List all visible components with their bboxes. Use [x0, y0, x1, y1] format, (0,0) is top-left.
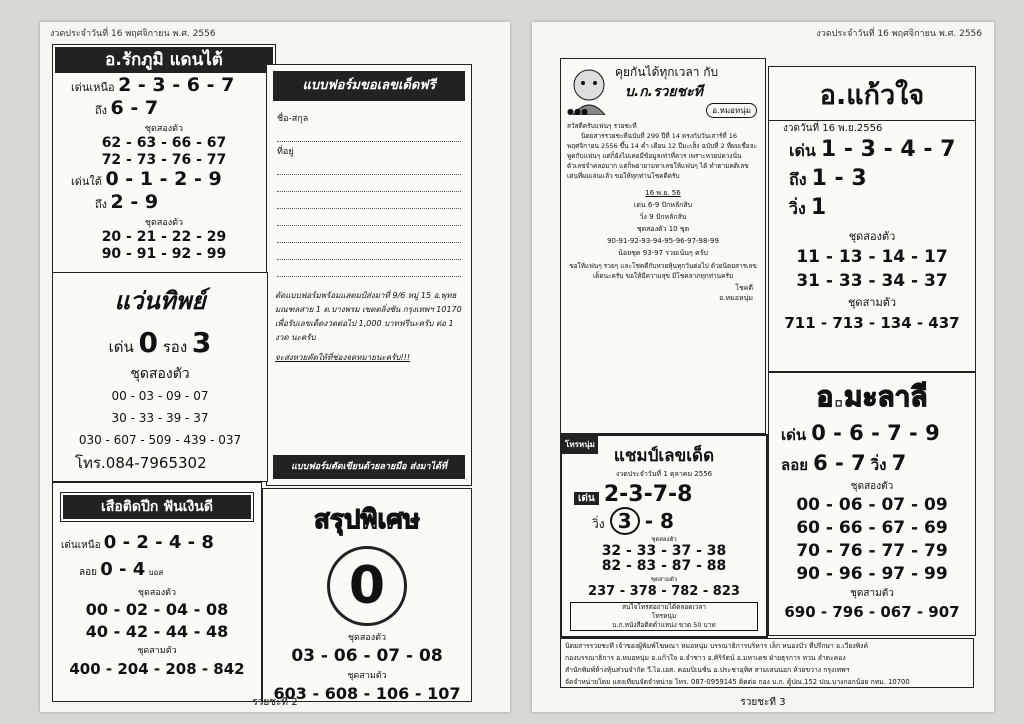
form-banner: แบบฟอร์มตัดเขียนด้วยลายมือ ส่งมาได้ที่: [273, 455, 465, 479]
talk-line: ชุดสองตัว 10 ชุด: [636, 225, 690, 233]
kaewjai-set3-label: ชุดสามตัว: [847, 296, 897, 309]
summary-set3-row: 603 - 608 - 106 - 107: [273, 684, 461, 703]
suea-set3-label: ชุดสามตัว: [137, 646, 177, 656]
kaewjai-box: [768, 66, 976, 372]
talk-header: [561, 59, 765, 121]
malalee-row: 70 - 76 - 77 - 79: [796, 541, 948, 561]
rakpoom-line1: เด่นเหนือ 2 - 3 - 6 - 7: [71, 74, 235, 96]
wanthip-set3-row: 030 - 607 - 509 - 439 - 037: [78, 433, 242, 447]
champ-set3-row: 237 - 378 - 782 - 823: [588, 584, 740, 599]
talk-box: [560, 58, 766, 434]
kaewjai-row: 31 - 33 - 34 - 37: [796, 271, 948, 291]
rakpoom-set2b-row: 20 - 21 - 22 - 29: [101, 229, 227, 245]
talk-closing: ขอให้แฟนๆ รวยๆ และโชคดีกับหวยหุ้นทุกวันต่อไป ด้วยนิตยสารเลขเด็ดนะครับ ขอให้มีความสุข มีโชคลาภทุกท่านครับ: [569, 262, 757, 280]
wanthip-lead: เด่น 0 รอง 3: [108, 326, 212, 359]
summary-digit: 0: [348, 556, 386, 616]
form-title: แบบฟอร์มขอเลขเด็ดฟรี: [273, 71, 465, 101]
kaewjai-lead: เด่น 1 - 3 - 4 - 7: [789, 137, 956, 162]
malalee-row: 60 - 66 - 67 - 69: [796, 518, 948, 538]
talk-title-2: บ.ก.รวยชะที: [625, 84, 703, 100]
suea-set2-label: ชุดสองตัว: [137, 588, 177, 598]
kaewjai-date: งวดวันที่ 16 พ.ย.2556: [769, 120, 975, 136]
champ-footer: สนใจโทรต่อถามได้ตลอดเวลา โทรหนุ่ม บ.ก.หนังสือติดตำแหน่ง ขาด 50 บาท: [570, 602, 758, 631]
talk-badge: อ.หมอหนุ่ม: [706, 103, 757, 118]
summary-set2-label: ชุดสองตัว: [347, 633, 387, 643]
champ-corner: โทรหนุ่ม: [562, 436, 598, 454]
kaewjai-reach: ถึง 1 - 3: [789, 166, 867, 191]
summary-set3-label: ชุดสามตัว: [347, 671, 387, 681]
suea-box: [52, 482, 262, 702]
credits-line: กองบรรณาธิการ อ.หมอหนุ่ม อ.แก้วใจ อ.จำชาว อ.ศิริรัตน์ อ.มหาเดช ฝ่ายธุรการ ทวน ลำตะคอง: [565, 654, 846, 662]
credits-line: สำนักพิมพ์ห้างหุ้นส่วนจำกัด วี.ไอ.เอส. คอมบิเนชั่น อ.ประชาอุทิศ สามเสนนอก ห้วยขวาง กรุงเทพฯ: [565, 666, 850, 674]
malalee-float: ลอย 6 - 7 วิ่ง 7: [781, 451, 907, 475]
right-page: [532, 22, 994, 712]
suea-title: เสือติดปีก ฟันเงินดี: [61, 493, 253, 521]
talk-line: วิ่ง 9 ปักหลักสิบ: [639, 213, 687, 221]
rakpoom-line4: ถึง 2 - 9: [95, 191, 159, 213]
talk-sign: อ.หมอหนุ่ม: [719, 294, 753, 302]
malalee-set3-label: ชุดสามตัว: [850, 588, 894, 599]
right-page-footer: รวยชะที 3: [740, 697, 786, 708]
rakpoom-set2b-row: 90 - 91 - 92 - 99: [101, 246, 227, 262]
suea-set3-row: 400 - 204 - 208 - 842: [69, 660, 245, 678]
summary-digit-circle: [327, 546, 407, 626]
kaewjai-set2-label: ชุดสองตัว: [848, 230, 896, 243]
talk-line: 90-91-92-93-94-95-96-97-98-99: [607, 237, 719, 245]
champ-date: งวดประจำวันที่ 1 ตุลาคม 2556: [615, 470, 713, 478]
rakpoom-line2: ถึง 6 - 7: [95, 97, 159, 119]
wanthip-phone: โทร.084-7965302: [75, 454, 207, 472]
suea-row: 00 - 02 - 04 - 08: [85, 600, 229, 619]
malalee-set2-label: ชุดสองตัว: [850, 481, 894, 492]
left-page-footer: รวยชะที 2: [252, 697, 298, 708]
suea-line2: ลอย 0 - 4 บอส: [79, 559, 164, 580]
left-page: [40, 22, 510, 712]
talk-dots-icon: ●●●: [567, 107, 588, 116]
summary-box: [262, 488, 472, 702]
summary-set2-row: 03 - 06 - 07 - 08: [291, 646, 443, 666]
left-page-header: งวดประจำวันที่ 16 พฤศจิกายน พ.ศ. 2556: [50, 29, 216, 39]
champ-title: แชมป์เลขเด็ด: [613, 446, 715, 466]
talk-body: นิตยสารรวยชะทีฉบับที่ 299 ปีที่ 14 ตรงกับวันเสาร์ที่ 16 พฤศจิกายน 2556 ขึ้น 14 ค่ำ เดือน 12 ปีมะเส็ง ฉบับที่ 2 ที่ผมเชื่อจะพูดกับแฟนๆ แต่ก็ยังไม่เคยมีข้อมูลเท่าที่ควร เพราะหวยบ่ดวงนั่นตัวเลขจำคลอมาก แต่ก็พยายามหาเลขให้แฟนๆ ได้ ทำตามคติเลขเด่นที่ผมเล่นแล้ว ขอให้ทุกท่านโชคดีครับ: [567, 132, 757, 180]
malalee-title: อ.มะลาลี: [816, 380, 928, 413]
kaewjai-row: 11 - 13 - 14 - 17: [796, 247, 948, 267]
malalee-lead: เด่น 0 - 6 - 7 - 9: [781, 421, 940, 445]
wanthip-box: [52, 272, 268, 482]
champ-set2-label: ชุดสองตัว: [651, 536, 677, 543]
talk-line: น้อยชุด 93-97 รวยเน้นๆ ครับ: [618, 249, 708, 257]
form-box: [266, 64, 472, 486]
talk-greeting: สวัสดีครับแฟนๆ รวยชะที: [567, 122, 637, 130]
form-body: ตัดแบบฟอร์มพร้อมแสตมป์ส่งมาที่ 9/6 หมู่ 15 อ.พุทธมณฑลสาย 1 ต.บางพรม เขตตลิ่งชัน กรุงเทพฯ 10170 เพื่อรับเลขเด็ดงวดต่อไป 1,000 บาทฟรีนะครับ ต่อ 1 งวด นะครับ: [275, 291, 462, 342]
wanthip-set2-label: ชุดสองตัว: [130, 366, 190, 382]
wanthip-row: 30 - 33 - 39 - 37: [111, 411, 209, 425]
champ-box: [560, 434, 768, 638]
champ-set3-label: ชุดสามตัว: [650, 576, 678, 583]
form-address-row: ที่อยู่: [277, 144, 461, 175]
rakpoom-title: อ.รักภูมิ แดนไต้: [55, 47, 273, 73]
kaewjai-run: วิ่ง 1: [789, 195, 827, 220]
form-name-row: ชื่อ-สกุล: [277, 111, 461, 142]
suea-row: 40 - 42 - 44 - 48: [85, 622, 229, 641]
talk-date: 16 พ.ย. 56: [645, 189, 681, 197]
champ-run: วิ่ง 3 - 8: [592, 509, 674, 533]
talk-title-1: คุยกันได้ทุกเวลา กับ: [615, 65, 719, 79]
champ-lead: เด่น 2-3-7-8: [562, 482, 766, 507]
kaewjai-set3-row: 711 - 713 - 134 - 437: [784, 314, 960, 332]
rakpoom-line3: เด่นใต้ 0 - 1 - 2 - 9: [71, 168, 222, 190]
rakpoom-set2-row: 62 - 63 - 66 - 67: [101, 135, 227, 151]
form-link[interactable]: จะส่งหวยคัดให้ที่ช่องจดหมายนะครับ!!!: [275, 353, 411, 362]
rakpoom-set2-row: 72 - 73 - 76 - 77: [101, 152, 227, 168]
rakpoom-set2b-label: ชุดสองตัว: [144, 218, 184, 228]
malalee-row: 00 - 06 - 07 - 09: [796, 495, 948, 515]
malalee-set3-row: 690 - 796 - 067 - 907: [784, 603, 960, 621]
kaewjai-title: อ.แก้วใจ: [819, 80, 925, 111]
wanthip-row: 00 - 03 - 09 - 07: [111, 389, 209, 403]
credits-line: นิตยสารรวยชะที เจ้าของผู้พิมพ์โฆษณา หมอหนุ่ม บรรณาธิการบริหาร เล็ก หนองบัว ที่ปรึกษา อ.เวียงพิงค์: [565, 642, 869, 650]
credits-box: [560, 638, 974, 688]
talk-line: เด่น 6-9 ปักหลักสิบ: [633, 201, 693, 209]
right-page-header: งวดประจำวันที่ 16 พฤศจิกายน พ.ศ. 2556: [816, 29, 982, 39]
credits-line: จัดจำหน่ายโดย แสงเทียนจัดจำหน่าย โทร. 087-0959145 ติดต่อ กอง บ.ก. ตู้ปณ.152 ปณ.บางกอกน้อย กทม. 10700: [565, 678, 910, 686]
malalee-row: 90 - 96 - 97 - 99: [796, 564, 948, 584]
wanthip-title: แว่นทิพย์: [114, 287, 206, 315]
champ-row: 82 - 83 - 87 - 88: [601, 558, 727, 574]
rakpoom-box: [52, 44, 276, 274]
talk-sign: โชคดี: [735, 284, 753, 292]
summary-title: สรุปพิเศษ: [313, 505, 420, 535]
rakpoom-set2-label: ชุดสองตัว: [144, 124, 184, 134]
suea-line1: เด่นเหนือ 0 - 2 - 4 - 8: [61, 532, 214, 553]
malalee-box: [768, 372, 976, 636]
champ-row: 32 - 33 - 37 - 38: [601, 543, 727, 559]
